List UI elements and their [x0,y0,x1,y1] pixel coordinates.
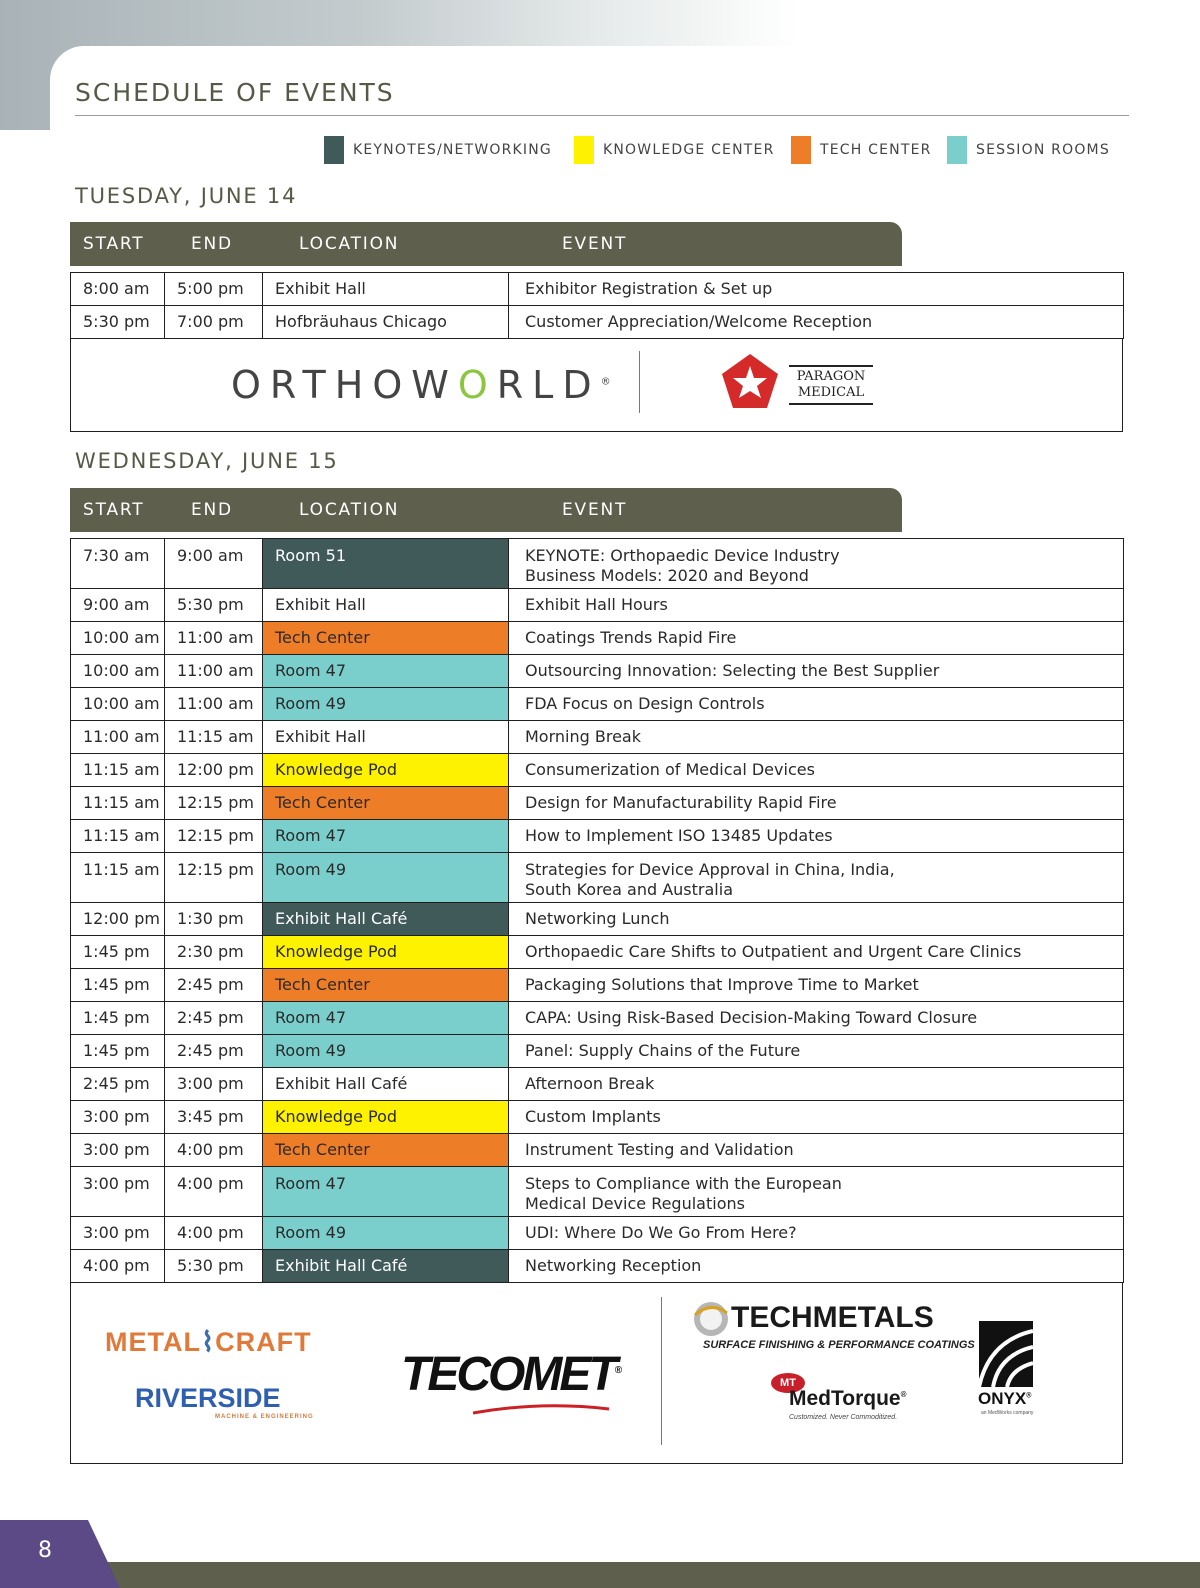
event-cell: Morning Break [509,721,1124,754]
tuesday-schedule-table [70,272,1124,339]
start-time: 5:30 pm [71,306,165,339]
table-row [71,1002,1124,1035]
tecomet-swoosh [471,1401,611,1415]
column-header-end: END [191,234,233,254]
onyx-logo: ONYX® [978,1389,1032,1408]
event-cell: Design for Manufacturability Rapid Fire [509,787,1124,820]
day-heading-tuesday: TUESDAY, JUNE 14 [75,184,298,208]
table-header [70,488,902,532]
legend-label: KNOWLEDGE CENTER [603,142,775,158]
location-cell: Room 49 [263,1217,509,1250]
event-cell: Exhibit Hall Hours [509,589,1124,622]
wednesday-sponsors [70,1283,1123,1464]
start-time: 10:00 am [71,655,165,688]
table-row [71,1217,1124,1250]
event-cell: Instrument Testing and Validation [509,1134,1124,1167]
event-cell: UDI: Where Do We Go From Here? [509,1217,1124,1250]
start-time: 11:15 am [71,853,165,903]
onyx-tagline: an MedWorks company [981,1410,1034,1416]
end-time: 2:45 pm [165,969,263,1002]
end-time: 11:15 am [165,721,263,754]
tuesday-sponsors [70,339,1123,432]
end-time: 12:00 pm [165,754,263,787]
legend-swatch [324,136,344,164]
start-time: 2:45 pm [71,1068,165,1101]
end-time: 11:00 am [165,622,263,655]
medtorque-tagline: Customized. Never Commoditized. [789,1414,898,1421]
event-cell [509,539,1124,589]
start-time: 4:00 pm [71,1250,165,1283]
column-header-location: LOCATION [299,500,400,520]
tecomet-logo: TECOMET® [401,1348,623,1401]
legend-label: KEYNOTES/NETWORKING [353,142,552,158]
end-time: 5:30 pm [165,589,263,622]
location-cell: Tech Center [263,787,509,820]
location-cell: Knowledge Pod [263,1101,509,1134]
end-time: 7:00 pm [165,306,263,339]
event-cell: Coatings Trends Rapid Fire [509,622,1124,655]
event-cell [509,1167,1124,1217]
event-cell: How to Implement ISO 13485 Updates [509,820,1124,853]
table-row [71,1068,1124,1101]
page-title: SCHEDULE OF EVENTS [75,78,395,107]
event-cell: Orthopaedic Care Shifts to Outpatient and Urgent Care Clinics [509,936,1124,969]
location-cell: Room 47 [263,1002,509,1035]
event-cell: Afternoon Break [509,1068,1124,1101]
location-cell: Hofbräuhaus Chicago [263,306,509,339]
location-cell: Room 47 [263,820,509,853]
table-row [71,936,1124,969]
location-cell: Room 49 [263,688,509,721]
end-time: 5:00 pm [165,273,263,306]
table-row [71,1167,1124,1217]
event-cell: Packaging Solutions that Improve Time to Market [509,969,1124,1002]
paragon-star-icon [719,351,781,413]
table-row [71,273,1124,306]
event-line: Business Models: 2020 and Beyond [525,566,809,585]
end-time: 12:15 pm [165,853,263,903]
table-row [71,1250,1124,1283]
location-cell: Exhibit Hall [263,589,509,622]
orthoworld-logo: ORTHOWORLD® [231,363,611,407]
event-line: Steps to Compliance with the European [525,1174,842,1193]
techmetals-globe-icon [691,1299,731,1339]
table-row [71,969,1124,1002]
sponsor-divider [639,351,640,413]
location-cell: Room 49 [263,853,509,903]
riverside-logo: RIVERSIDE MACHINE & ENGINEERING [135,1383,314,1420]
location-cell: Tech Center [263,1134,509,1167]
event-cell: Networking Reception [509,1250,1124,1283]
legend-item-knowledge [574,136,775,164]
start-time: 1:45 pm [71,936,165,969]
legend-swatch [574,136,594,164]
metalcraft-logo: METAL⌇CRAFT [105,1327,312,1357]
location-cell: Room 47 [263,655,509,688]
location-cell: Tech Center [263,969,509,1002]
table-row [71,539,1124,589]
location-cell: Room 47 [263,1167,509,1217]
column-header-event: EVENT [562,500,628,520]
location-cell: Exhibit Hall Café [263,903,509,936]
location-cell: Knowledge Pod [263,936,509,969]
table-row [71,820,1124,853]
legend-swatch [947,136,967,164]
event-cell: FDA Focus on Design Controls [509,688,1124,721]
table-row [71,1035,1124,1068]
table-row [71,721,1124,754]
column-header-start: START [83,234,145,254]
event-line: South Korea and Australia [525,880,733,899]
column-header-end: END [191,500,233,520]
start-time: 3:00 pm [71,1134,165,1167]
start-time: 3:00 pm [71,1101,165,1134]
start-time: 10:00 am [71,688,165,721]
start-time: 11:15 am [71,754,165,787]
location-cell: Exhibit Hall [263,721,509,754]
end-time: 9:00 am [165,539,263,589]
event-cell: Outsourcing Innovation: Selecting the Best Supplier [509,655,1124,688]
table-row [71,853,1124,903]
event-cell: Consumerization of Medical Devices [509,754,1124,787]
legend-item-sessions [947,136,1110,164]
end-time: 11:00 am [165,688,263,721]
wednesday-schedule-table [70,538,1124,1283]
event-cell [509,853,1124,903]
page-number: 8 [38,1538,52,1563]
legend-label: TECH CENTER [820,142,932,158]
start-time: 1:45 pm [71,1002,165,1035]
medtorque-logo: MedTorque® [789,1387,907,1410]
column-header-location: LOCATION [299,234,400,254]
end-time: 2:45 pm [165,1035,263,1068]
table-row [71,306,1124,339]
table-row [71,1134,1124,1167]
location-cell: Tech Center [263,622,509,655]
location-cell: Exhibit Hall Café [263,1068,509,1101]
start-time: 8:00 am [71,273,165,306]
location-cell: Knowledge Pod [263,754,509,787]
end-time: 12:15 pm [165,820,263,853]
event-line: KEYNOTE: Orthopaedic Device Industry [525,546,840,565]
techmetals-tagline: SURFACE FINISHING & PERFORMANCE COATINGS [703,1339,975,1351]
start-time: 12:00 pm [71,903,165,936]
event-line: Medical Device Regulations [525,1194,745,1213]
start-time: 10:00 am [71,622,165,655]
event-cell: Panel: Supply Chains of the Future [509,1035,1124,1068]
location-cell: Exhibit Hall [263,273,509,306]
start-time: 9:00 am [71,589,165,622]
legend-label: SESSION ROOMS [976,142,1110,158]
event-cell: Networking Lunch [509,903,1124,936]
table-row [71,754,1124,787]
day-heading-wednesday: WEDNESDAY, JUNE 15 [75,449,339,473]
start-time: 1:45 pm [71,969,165,1002]
start-time: 11:15 am [71,787,165,820]
location-cell: Exhibit Hall Café [263,1250,509,1283]
event-cell: Custom Implants [509,1101,1124,1134]
column-header-event: EVENT [562,234,628,254]
event-cell: Exhibitor Registration & Set up [509,273,1124,306]
start-time: 11:15 am [71,820,165,853]
table-header [70,222,902,266]
legend-swatch [791,136,811,164]
column-header-start: START [83,500,145,520]
techmetals-logo: TECHMETALS [731,1301,934,1334]
table-row [71,589,1124,622]
location-cell: Room 49 [263,1035,509,1068]
end-time: 3:00 pm [165,1068,263,1101]
end-time: 12:15 pm [165,787,263,820]
end-time: 5:30 pm [165,1250,263,1283]
end-time: 4:00 pm [165,1167,263,1217]
title-divider [75,115,1129,116]
table-row [71,688,1124,721]
start-time: 3:00 pm [71,1217,165,1250]
event-line: Strategies for Device Approval in China, India, [525,860,895,879]
table-row [71,787,1124,820]
end-time: 3:45 pm [165,1101,263,1134]
end-time: 2:30 pm [165,936,263,969]
end-time: 11:00 am [165,655,263,688]
start-time: 1:45 pm [71,1035,165,1068]
event-cell: CAPA: Using Risk-Based Decision-Making Toward Closure [509,1002,1124,1035]
paragon-medical-logo: PARAGON MEDICAL [789,365,873,405]
start-time: 11:00 am [71,721,165,754]
end-time: 4:00 pm [165,1134,263,1167]
footer-band [0,1562,1200,1588]
table-row [71,622,1124,655]
start-time: 3:00 pm [71,1167,165,1217]
onyx-mark-icon [979,1321,1033,1387]
medtorque-badge-icon: MT [771,1373,805,1393]
end-time: 2:45 pm [165,1002,263,1035]
table-row [71,655,1124,688]
legend-item-tech [791,136,932,164]
table-row [71,1101,1124,1134]
table-row [71,903,1124,936]
location-cell: Room 51 [263,539,509,589]
sponsor-divider [661,1297,662,1445]
end-time: 4:00 pm [165,1217,263,1250]
legend-item-keynotes [324,136,552,164]
start-time: 7:30 am [71,539,165,589]
end-time: 1:30 pm [165,903,263,936]
event-cell: Customer Appreciation/Welcome Reception [509,306,1124,339]
